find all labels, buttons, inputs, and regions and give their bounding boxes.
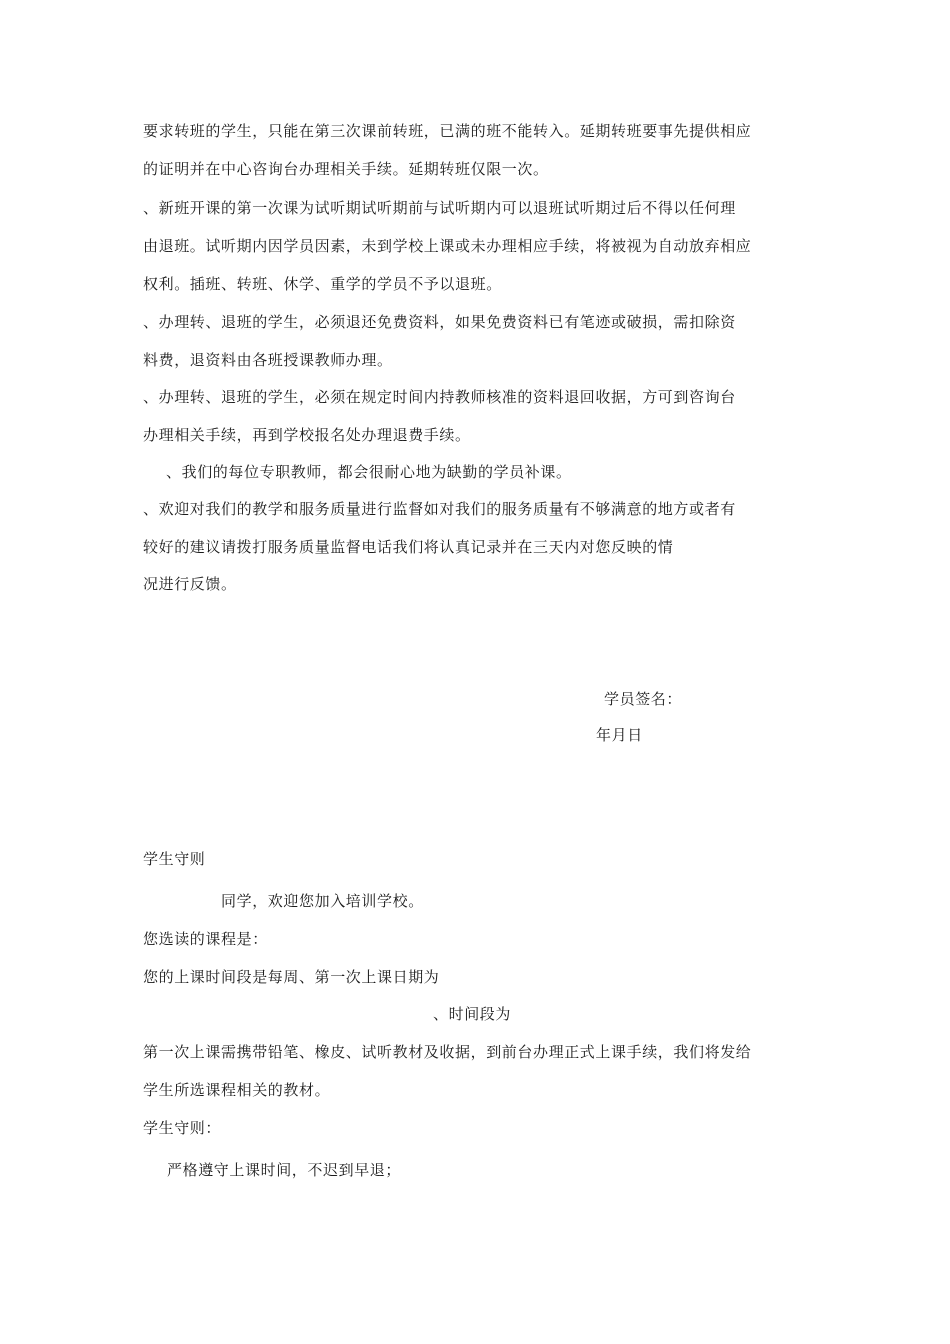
feedback-rule-line-1: 、欢迎对我们的教学和服务质量进行监督如对我们的服务质量有不够满意的地方或者有 — [143, 500, 736, 518]
rules-label: 学生守则： — [143, 1119, 222, 1137]
signature-date: 年月日 — [596, 726, 643, 744]
rule-item-1: 严格遵守上课时间，不迟到早退； — [167, 1161, 402, 1179]
makeup-rule-line: 、我们的每位专职教师，都会很耐心地为缺勤的学员补课。 — [166, 463, 572, 481]
first-class-line-2: 学生所选课程相关的教材。 — [143, 1081, 331, 1099]
transfer-rule-line-2: 的证明并在中心咨询台办理相关手续。延期转班仅限一次。 — [143, 160, 549, 178]
student-signature-label: 学员签名： — [604, 690, 683, 708]
receipt-rule-line-1: 、办理转、退班的学生，必须在规定时间内持教师核准的资料退回收据，方可到咨询台 — [143, 388, 736, 406]
transfer-rule-line-1: 要求转班的学生，只能在第三次课前转班，已满的班不能转入。延期转班要事先提供相应 — [143, 122, 752, 140]
materials-rule-line-1: 、办理转、退班的学生，必须退还免费资料，如果免费资料已有笔迹或破损，需扣除资 — [143, 313, 736, 331]
feedback-rule-line-2: 较好的建议请拨打服务质量监督电话我们将认真记录并在三天内对您反映的情 — [143, 538, 674, 556]
course-label: 您选读的课程是： — [143, 930, 268, 948]
first-class-line-1: 第一次上课需携带铅笔、橡皮、试听教材及收据，到前台办理正式上课手续，我们将发给 — [143, 1043, 752, 1061]
receipt-rule-line-2: 办理相关手续，再到学校报名处办理退费手续。 — [143, 426, 471, 444]
trial-rule-line-2: 由退班。试听期内因学员因素，未到学校上课或未办理相应手续，将被视为自动放弃相应 — [143, 237, 752, 255]
section-heading: 学生守则 — [143, 850, 206, 868]
materials-rule-line-2: 料费，退资料由各班授课教师办理。 — [143, 351, 393, 369]
welcome-line: 同学，欢迎您加入培训学校。 — [221, 892, 424, 910]
time-period-line: 、时间段为 — [433, 1005, 512, 1023]
trial-rule-line-1: 、新班开课的第一次课为试听期试听期前与试听期内可以退班试听期过后不得以任何理 — [143, 199, 736, 217]
schedule-line: 您的上课时间段是每周、第一次上课日期为 — [143, 968, 440, 986]
trial-rule-line-3: 权利。插班、转班、休学、重学的学员不予以退班。 — [143, 275, 502, 293]
feedback-rule-line-3: 况进行反馈。 — [143, 575, 237, 593]
